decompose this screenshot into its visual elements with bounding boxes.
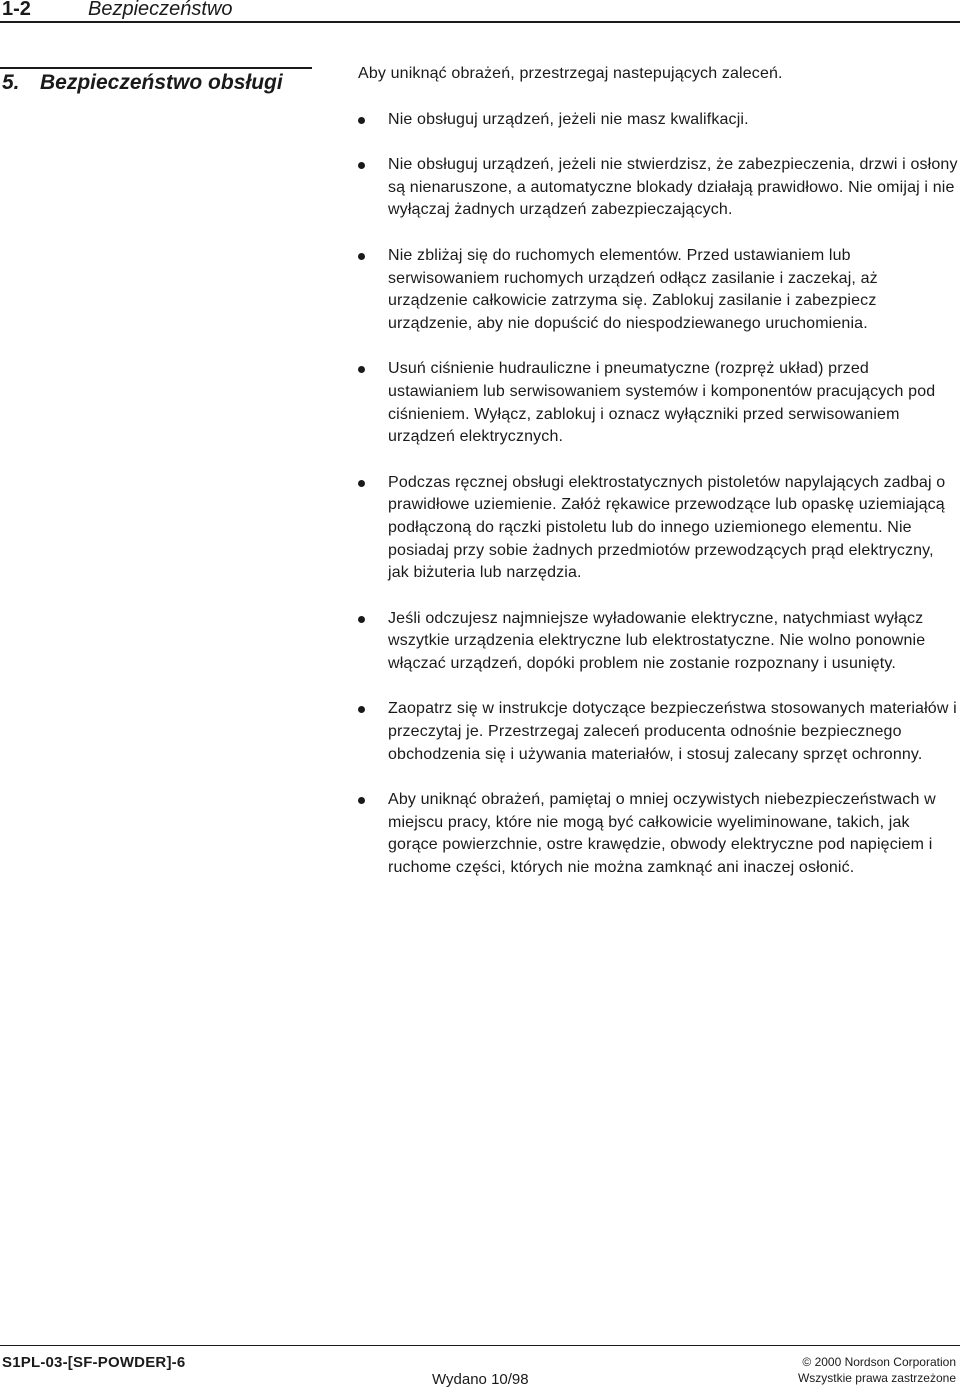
bullet-text: Zaopatrz się w instrukcje dotyczące bezpieczeństwa stosowanych materiałów i przeczytaj je. Przestrzegaj zaleceń producenta odnośnie bezpiecznego obchodzenia się i używania materiałów, i stosuj zalecany sprzęt ochronny. — [388, 700, 957, 763]
bullet-item — [358, 608, 958, 676]
safety-instructions — [358, 63, 958, 903]
bullet-dot-icon — [358, 706, 365, 713]
bullet-item — [358, 789, 958, 879]
copyright — [798, 1354, 956, 1386]
bullet-text: Usuń ciśnienie hudrauliczne i pneumatyczne (rozpręż układ) przed ustawianiem lub serwisowaniem systemów i komponentów pracujących pod ciśnieniem. Wyłącz, zablokuj i oznacz wyłączniki przed serwisowaniem urządzeń elektrycznych. — [388, 360, 936, 446]
bullet-item — [358, 472, 958, 585]
bullet-dot-icon — [358, 616, 365, 623]
bullet-item — [358, 358, 958, 448]
copyright-line-2: Wszystkie prawa zastrzeżone — [797, 1371, 956, 1385]
section-number: 5. — [2, 71, 20, 94]
bullet-text: Nie obsługuj urządzeń, jeżeli nie masz kwalifkacji. — [388, 110, 749, 128]
running-title: Bezpieczeństwo — [88, 0, 233, 20]
bullet-item — [358, 109, 958, 132]
bullet-dot-icon — [358, 797, 365, 804]
section-heading — [2, 69, 283, 97]
bullet-list — [358, 109, 958, 880]
page-number: 1-2 — [2, 0, 31, 20]
bullet-dot-icon — [358, 253, 365, 260]
intro-paragraph: Aby uniknąć obrażeń, przestrzegaj nastepujących zaleceń. — [358, 65, 783, 82]
bullet-dot-icon — [358, 162, 365, 169]
bullet-item — [358, 245, 958, 335]
footer-rule — [0, 1345, 960, 1346]
bullet-text: Aby uniknąć obrażeń, pamiętaj o mniej oczywistych niebezpieczeństwach w miejscu pracy, które nie mogą być całkowicie wyeliminowane, takich, jak gorące powierzchnie, ostre krawędzie, obwody elektryczne pod napięciem i ruchome części, których nie można zamknąć ani inaczej osłonić. — [388, 791, 936, 877]
bullet-text: Nie obsługuj urządzeń, jeżeli nie stwierdzisz, że zabezpieczenia, drzwi i osłony są nienaruszone, a automatyczne blokady działają prawidłowo. Nie omijaj i nie wyłączaj żadnych urządzeń zabezpieczających. — [388, 156, 958, 219]
page-footer — [0, 1345, 960, 1392]
issue-date: Wydano 10/98 — [432, 1371, 529, 1388]
bullet-item — [358, 698, 958, 766]
bullet-dot-icon — [358, 366, 365, 373]
bullet-dot-icon — [358, 480, 365, 487]
document-code: S1PL-03-[SF-POWDER]-6 — [2, 1354, 186, 1371]
bullet-text: Podczas ręcznej obsługi elektrostatycznych pistoletów napylających zadbaj o prawidłowe uziemienie. Załóż rękawice przewodzące lub opaskę uziemiającą podłączoną do rączki pistoletu lub do innego uziemionego elementu. Nie posiadaj przy sobie żadnych przedmiotów przewodzących prąd elektryczny, jak biżuteria lub narzędzia. — [388, 473, 946, 582]
bullet-text: Nie zbliżaj się do ruchomych elementów. Przed ustawianiem lub serwisowaniem ruchomych urządzeń odłącz zasilanie i zaczekaj, aż urządzenie całkowicie zatrzyma się. Zablokuj zasilanie i zabezpiecz urządzenie, aby nie dopuścić do niespodziewanego uruchomienia. — [388, 246, 878, 332]
page-header — [0, 0, 960, 22]
section-title: Bezpieczeństwo obsługi — [40, 71, 283, 94]
bullet-item — [358, 154, 958, 222]
bullet-text: Jeśli odczujesz najmniejsze wyładowanie elektryczne, natychmiast wyłącz wszytkie urządzenia elektryczne lub elektrostatyczne. Nie wolno ponownie włączać urządzeń, dopóki problem nie zostanie rozpoznany i usunięty. — [388, 609, 926, 672]
bullet-dot-icon — [358, 117, 365, 124]
header-rule — [0, 21, 960, 23]
copyright-line-1: © 2000 Nordson Corporation — [802, 1355, 956, 1369]
